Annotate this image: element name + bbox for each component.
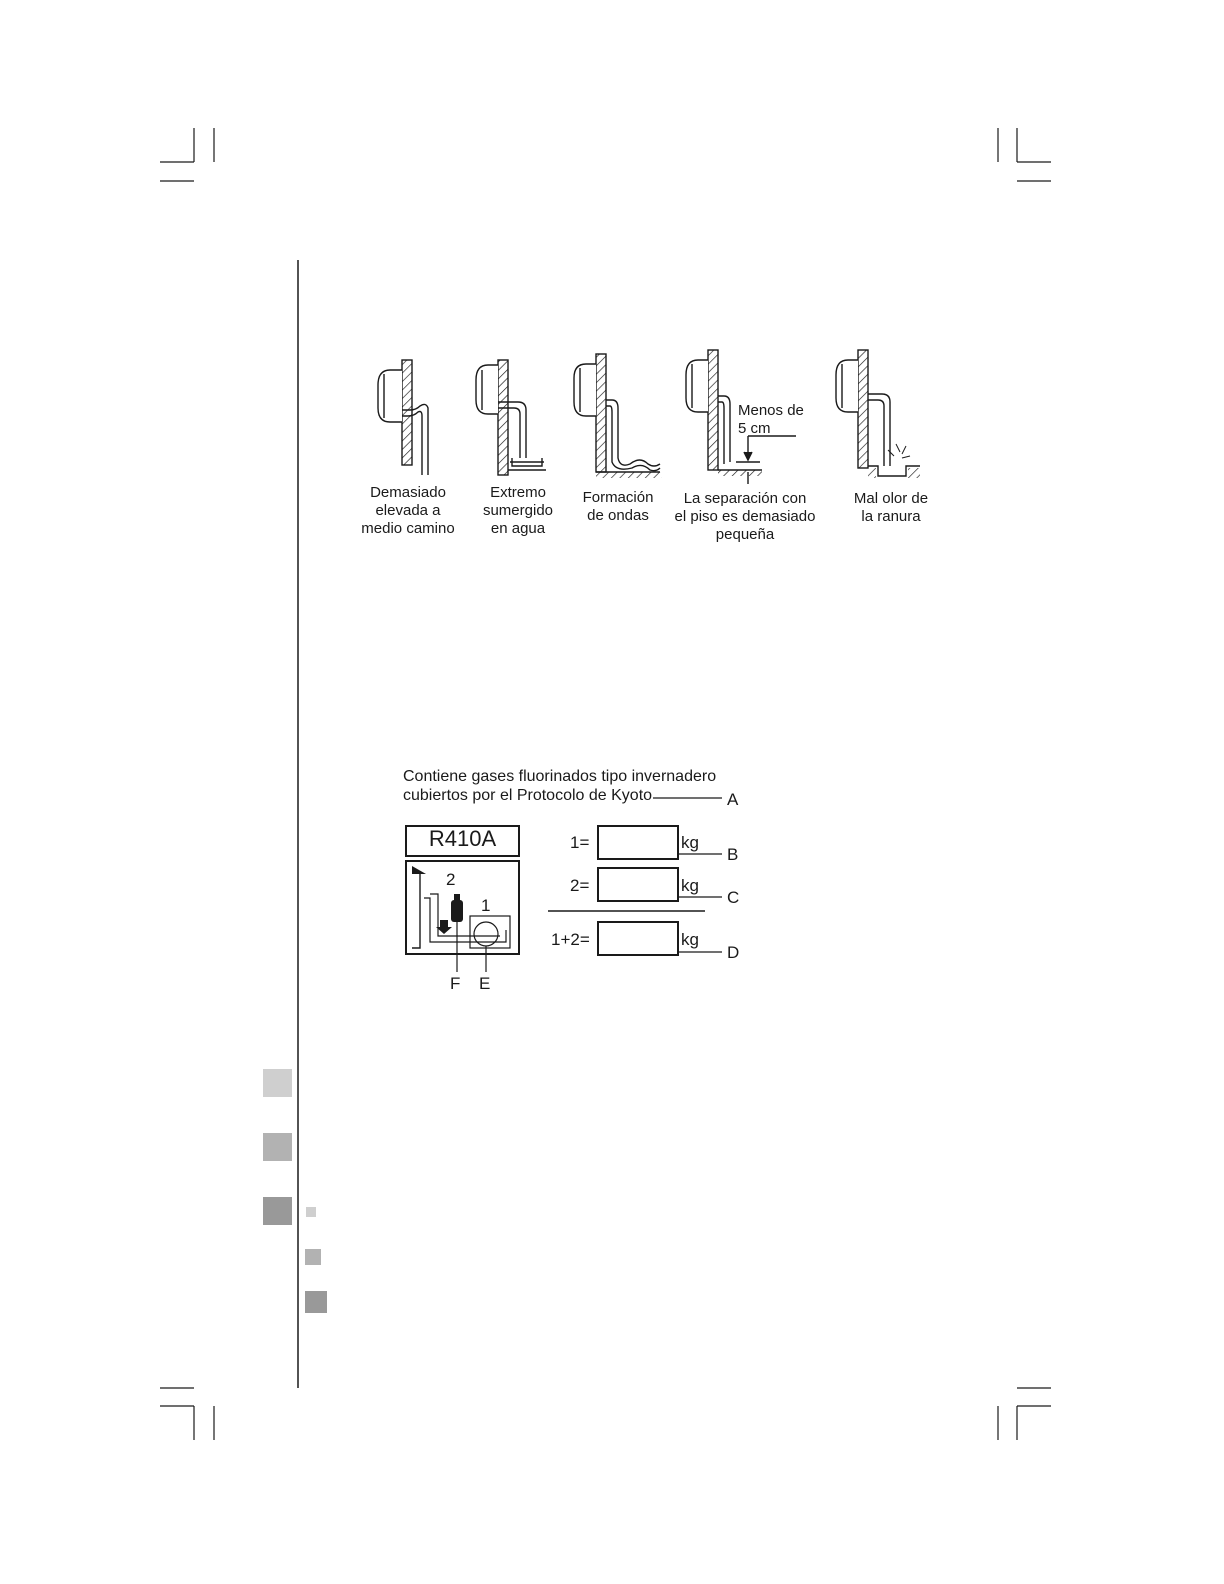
row-3-prefix: 1+2= xyxy=(551,930,590,949)
bullet-light xyxy=(306,1207,316,1217)
side-tab-light xyxy=(263,1069,292,1097)
letter-a: A xyxy=(727,790,739,809)
letter-e: E xyxy=(479,974,491,993)
bullet-mid xyxy=(305,1249,321,1265)
drain-hose-figures xyxy=(350,340,950,490)
caption-submerged: Extremo sumergido en agua xyxy=(482,484,554,537)
row-2-prefix: 2= xyxy=(570,876,590,895)
row-3-letter: D xyxy=(727,943,740,962)
side-tab-dark xyxy=(263,1197,292,1225)
figure-waves xyxy=(574,354,662,478)
refrigerant-name: R410A xyxy=(428,826,497,851)
row-2-unit: kg xyxy=(681,876,699,895)
row-1-letter: B xyxy=(727,845,739,864)
figure-bad-smell xyxy=(836,350,920,478)
caption-bad-smell: Mal olor de la ranura xyxy=(853,490,929,525)
caption-floor-gap: La separación con el piso es demasiado pequeña xyxy=(674,490,816,543)
caption-too-high: Demasiado elevada a medio camino xyxy=(361,484,455,537)
row-1-prefix: 1= xyxy=(570,833,590,852)
figure-submerged xyxy=(476,360,546,475)
fgas-heading-line1: Contiene gases fluorinados tipo invernadero xyxy=(403,768,717,785)
row-1-unit: kg xyxy=(681,833,699,852)
bullet-dark xyxy=(305,1291,327,1313)
caption-waves: Formación de ondas xyxy=(582,489,654,524)
icon-number-outdoor: 1 xyxy=(481,896,491,915)
row-3-unit: kg xyxy=(681,930,699,949)
figure-too-high xyxy=(378,360,428,475)
fgas-heading-line2: cubiertos por el Protocolo de Kyoto xyxy=(403,787,653,804)
floor-gap-note: Menos de 5 cm xyxy=(738,402,804,437)
row-2-letter: C xyxy=(727,888,740,907)
icon-number-cylinder: 2 xyxy=(446,870,456,889)
letter-f: F xyxy=(450,974,461,993)
side-tab-mid xyxy=(263,1133,292,1161)
